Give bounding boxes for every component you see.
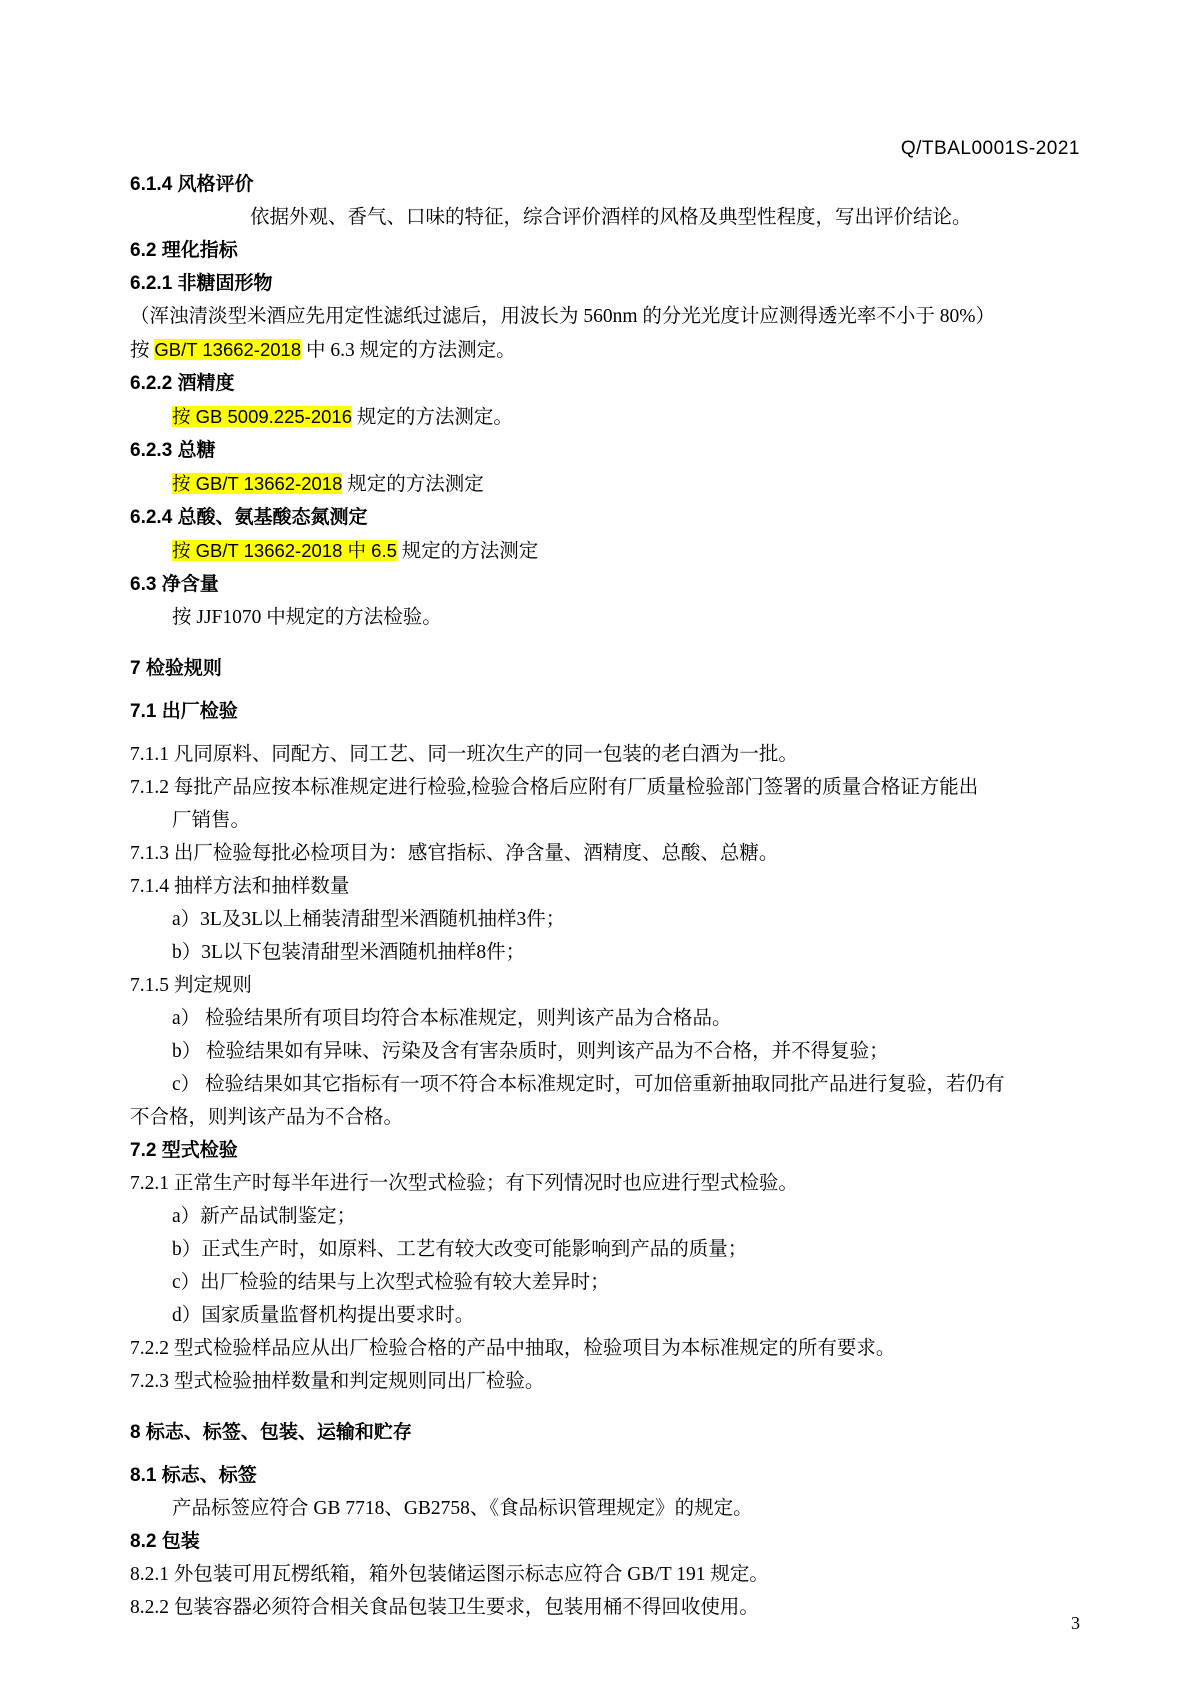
- list-item-7-2-1-a: a）新产品试制鉴定；: [172, 1206, 357, 1227]
- list-item-7-1-4-b: b）3L以下包装清甜型米酒随机抽样8件；: [172, 942, 526, 963]
- paragraph-7-2-2: 7.2.2 型式检验样品应从出厂检验合格的产品中抽取，检验项目为本标准规定的所有要求。: [130, 1338, 896, 1359]
- spacer: [130, 1398, 1070, 1416]
- text-post: 规定的方法测定: [342, 474, 484, 495]
- list-item-7-2-1-c: c）出厂检验的结果与上次型式检验有较大差异时；: [172, 1272, 610, 1293]
- section-heading-7-2: 7.2 型式检验: [130, 1140, 238, 1161]
- paragraph-6-2-3-method: [130, 467, 1070, 501]
- list-item-7-1-5-c-cont: 不合格，则判该产品为不合格。: [130, 1107, 404, 1128]
- paragraph-7-1-1: 7.1.1 凡同原料、同配方、同工艺、同一班次生产的同一包装的老白酒为一批。: [130, 744, 798, 765]
- list-item-7-1-4-a: a）3L及3L以上桶装清甜型米酒随机抽样3件；: [172, 909, 566, 930]
- spacer: [130, 634, 1070, 652]
- page-number: 3: [1071, 1613, 1080, 1633]
- section-heading-6-2-3: 6.2.3 总糖: [130, 440, 216, 461]
- paragraph-7-1-4: 7.1.4 抽样方法和抽样数量: [130, 876, 350, 897]
- paragraph-7-1-2: 7.1.2 每批产品应按本标准规定进行检验,检验合格后应附有厂质量检验部门签署的质量合格证方能出: [130, 777, 979, 798]
- paragraph-6-2-4-method: [130, 534, 1070, 568]
- highlight-standard-ref: 按 GB/T 13662-2018: [172, 473, 343, 494]
- section-heading-6-2: 6.2 理化指标: [130, 240, 238, 261]
- list-item-7-2-1-d: d）国家质量监督机构提出要求时。: [172, 1305, 475, 1326]
- highlight-standard-ref: GB/T 13662-2018: [154, 339, 302, 360]
- spacer: [130, 1449, 1070, 1459]
- highlight-standard-ref: 按 GB/T 13662-2018 中 6.5: [172, 540, 397, 561]
- list-item-7-1-5-a: a） 检验结果所有项目均符合本标准规定，则判该产品为合格品。: [172, 1008, 732, 1029]
- section-heading-8-1: 8.1 标志、标签: [130, 1465, 257, 1486]
- paragraph-6-2-2-method: [130, 400, 1070, 434]
- paragraph-6-2-1-note: （浑浊清淡型米酒应先用定性滤纸过滤后，用波长为 560nm 的分光光度计应测得透光率不小于 80%）: [130, 306, 996, 327]
- paragraph-7-2-3: 7.2.3 型式检验抽样数量和判定规则同出厂检验。: [130, 1371, 545, 1392]
- paragraph-7-1-2-cont: 厂销售。: [172, 810, 251, 831]
- paragraph-7-1-3: 7.1.3 出厂检验每批必检项目为：感官指标、净含量、酒精度、总酸、总糖。: [130, 843, 779, 864]
- section-heading-6-2-2: 6.2.2 酒精度: [130, 373, 235, 394]
- paragraph-8-2-2: 8.2.2 包装容器必须符合相关食品包装卫生要求，包装用桶不得回收使用。: [130, 1597, 759, 1618]
- section-heading-7-1: 7.1 出厂检验: [130, 701, 238, 722]
- paragraph-8-2-1: 8.2.1 外包装可用瓦楞纸箱，箱外包装储运图示标志应符合 GB/T 191 规定。: [130, 1564, 769, 1585]
- section-heading-6-1-4: 6.1.4 风格评价: [130, 174, 254, 195]
- list-item-7-1-5-c: c） 检验结果如其它指标有一项不符合本标准规定时，可加倍重新抽取同批产品进行复验，若仍有: [172, 1074, 1005, 1095]
- section-heading-8: 8 标志、标签、包装、运输和贮存: [130, 1422, 412, 1443]
- list-item-7-1-5-b: b） 检验结果如有异味、污染及含有害杂质时，则判该产品为不合格，并不得复验；: [172, 1041, 889, 1062]
- section-heading-6-2-4: 6.2.4 总酸、氨基酸态氮测定: [130, 507, 368, 528]
- section-heading-7: 7 检验规则: [130, 658, 222, 679]
- spacer: [130, 728, 1070, 738]
- paragraph-6-2-1-method: [130, 333, 1070, 367]
- text-post: 规定的方法测定。: [352, 407, 513, 428]
- text-pre: 按: [130, 340, 155, 361]
- spacer: [130, 685, 1070, 695]
- paragraph-6-1-4: 依据外观、香气、口味的特征，综合评价酒样的风格及典型性程度，写出评价结论。: [250, 207, 972, 228]
- paragraph-8-1: 产品标签应符合 GB 7718、GB2758、《食品标识管理规定》的规定。: [172, 1498, 753, 1519]
- paragraph-7-1-5: 7.1.5 判定规则: [130, 975, 252, 996]
- highlight-standard-ref: 按 GB 5009.225-2016: [172, 406, 352, 427]
- document-body: [130, 168, 1070, 1624]
- section-heading-8-2: 8.2 包装: [130, 1531, 200, 1552]
- document-header-code: Q/TBAL0001S-2021: [900, 138, 1080, 159]
- section-heading-6-2-1: 6.2.1 非糖固形物: [130, 273, 273, 294]
- text-post: 规定的方法测定: [396, 541, 539, 562]
- text-post: 中 6.3 规定的方法测定。: [301, 340, 516, 361]
- section-heading-6-3: 6.3 净含量: [130, 574, 219, 595]
- paragraph-7-2-1: 7.2.1 正常生产时每半年进行一次型式检验；有下列情况时也应进行型式检验。: [130, 1173, 798, 1194]
- paragraph-6-3: 按 JJF1070 中规定的方法检验。: [172, 607, 442, 628]
- list-item-7-2-1-b: b）正式生产时，如原料、工艺有较大改变可能影响到产品的质量；: [172, 1239, 748, 1260]
